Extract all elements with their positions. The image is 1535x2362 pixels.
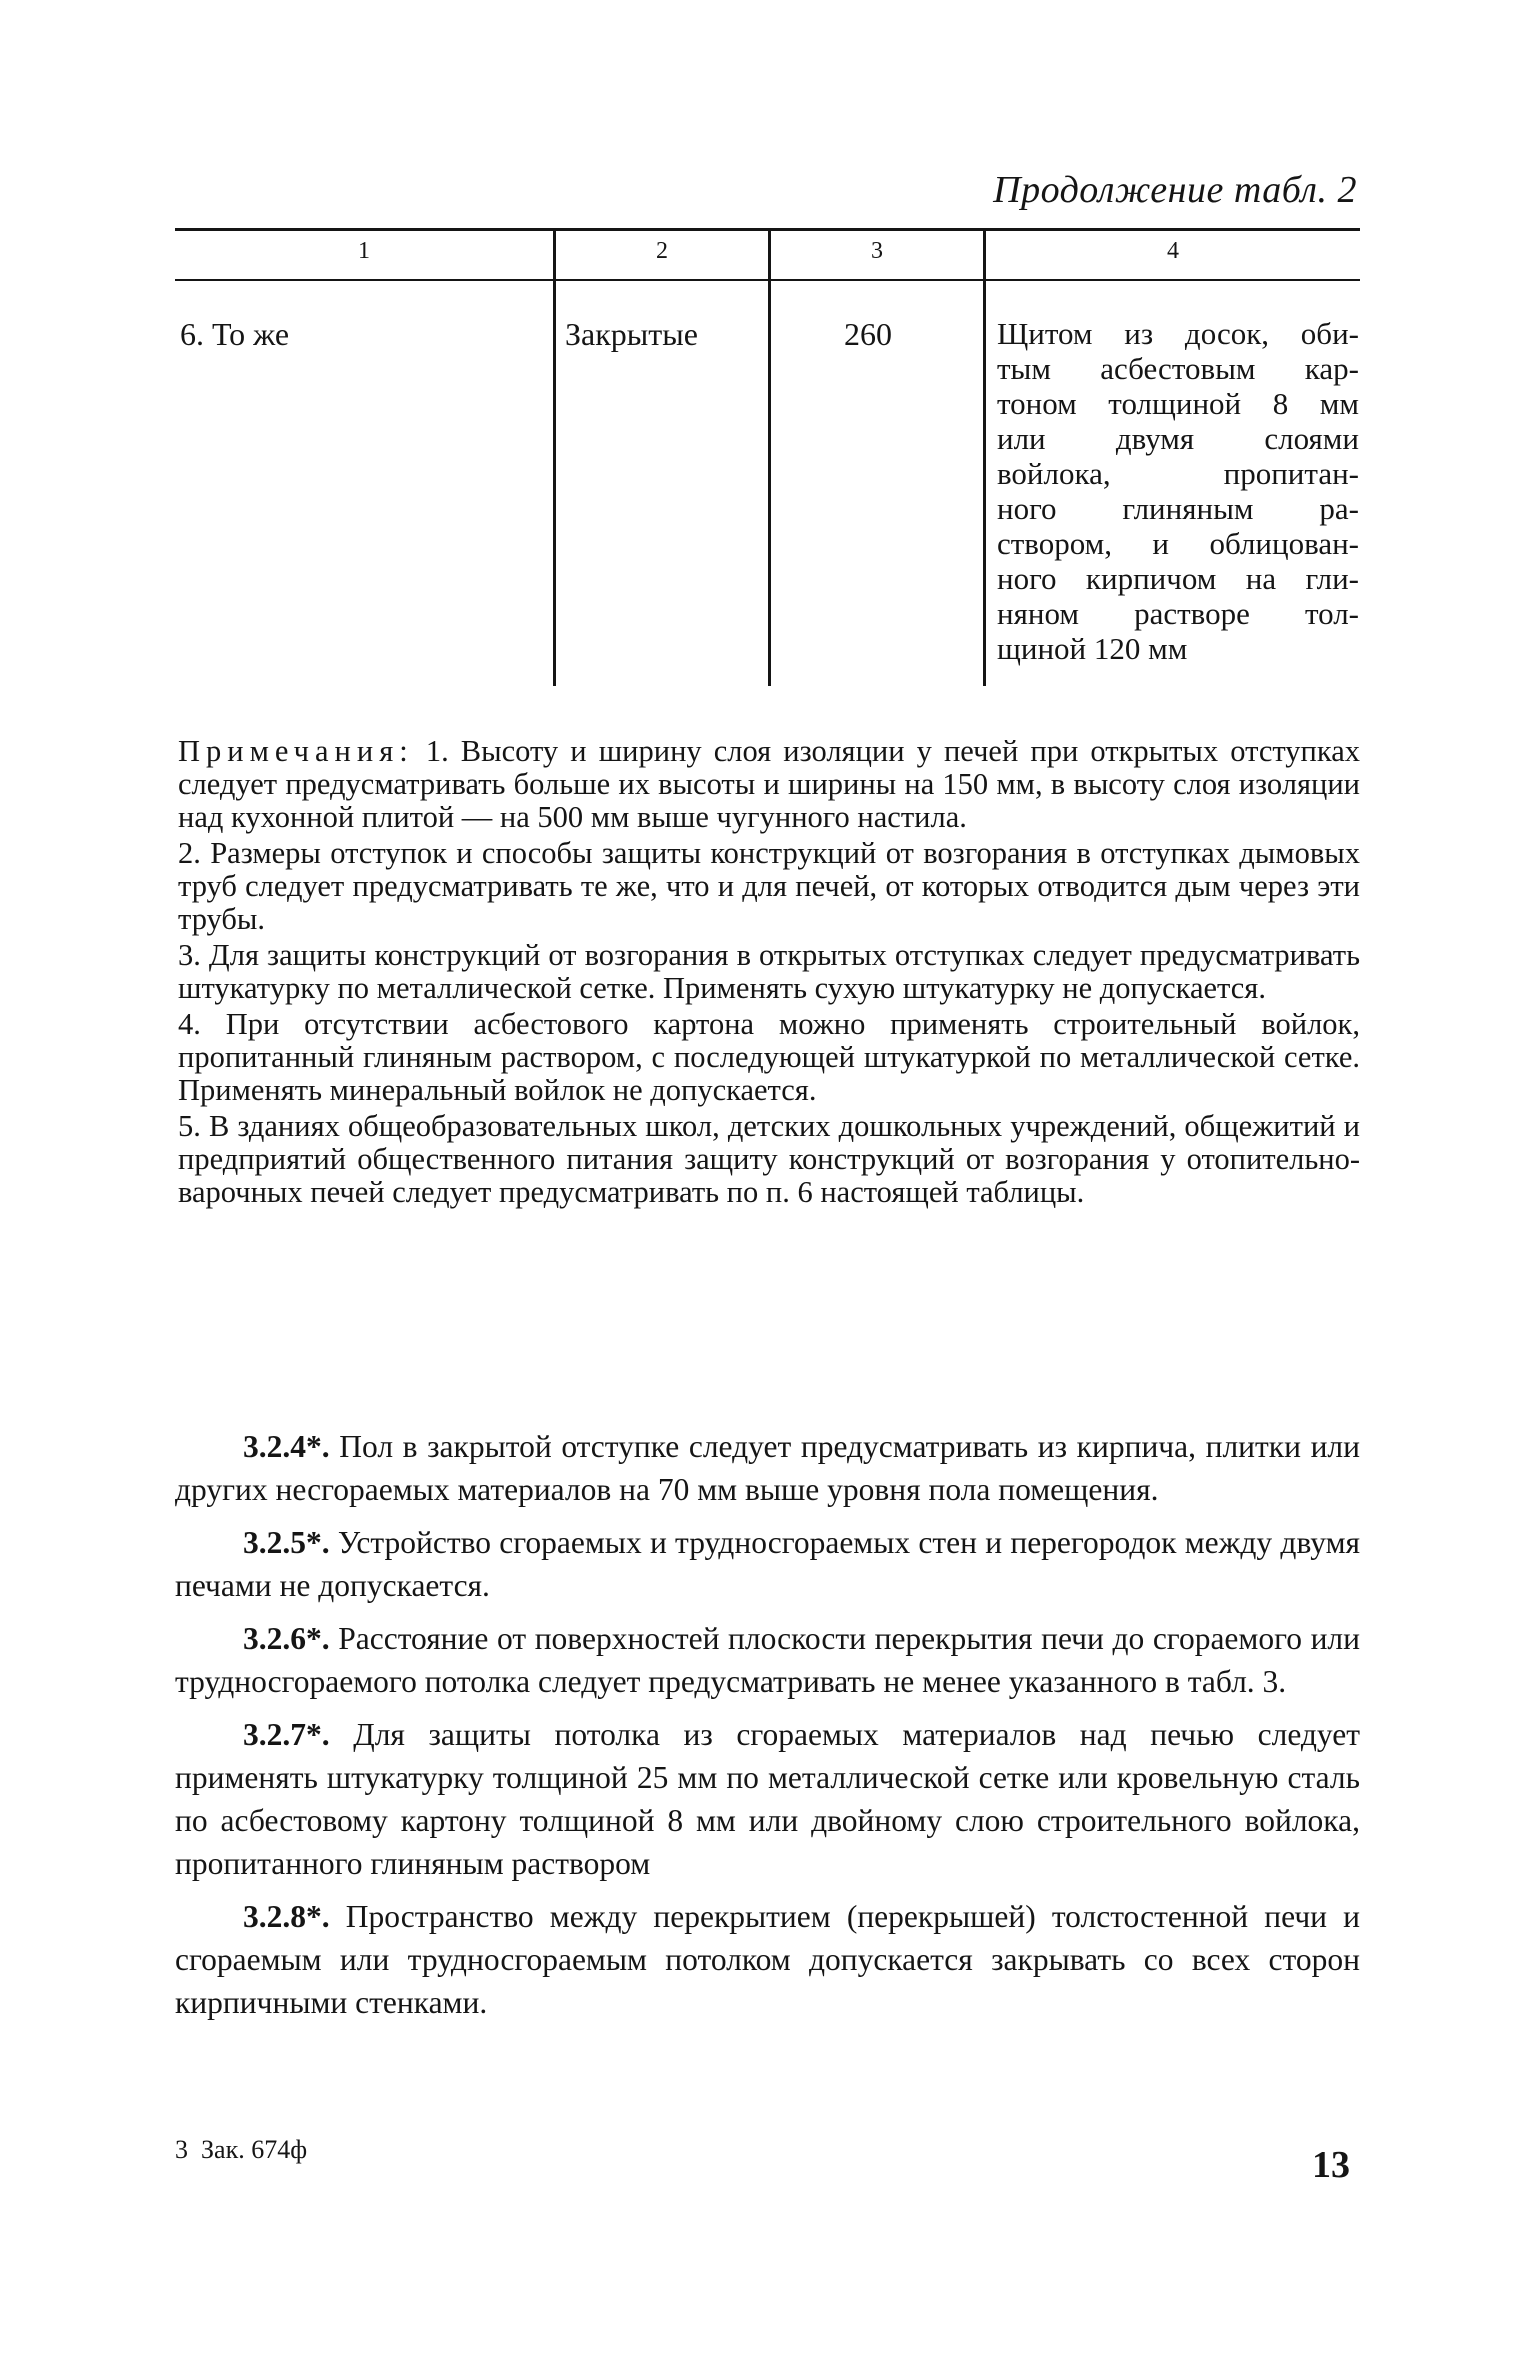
table-cell-size: 260 bbox=[844, 316, 892, 352]
table-header-4: 4 bbox=[1167, 238, 1179, 264]
note-text: 1. Высоту и ширину слоя изоляции у печей при открытых отступках следует предусматривать больше их высоты и ширины на 150 мм, в высоту слоя изоляции над кухонной плитой — на 500 мм выше чугунного настила. bbox=[178, 734, 1361, 834]
clause-text: Пространство между перекрытием (перекрышей) толстостенной печи и сгораемым или трудносгораемым потолком допускается закрывать со всех сторон кирпичными стенками. bbox=[175, 1899, 1361, 2020]
clause-paragraph bbox=[175, 1425, 1360, 1511]
protection-line: створом, и облицован- bbox=[997, 526, 1359, 561]
body-text bbox=[175, 1425, 1360, 2034]
protection-line: войлока, пропитан- bbox=[997, 456, 1359, 491]
protection-line: Щитом из досок, оби- bbox=[997, 316, 1359, 351]
clause-text: Для защиты потолка из сгораемых материалов над печью следует применять штукатурку толщиной 25 мм по металлической сетке или кровельную сталь по асбестовому картону толщиной 8 мм или двойному слою строительного войлока, пропитанного глиняным раствором bbox=[175, 1717, 1360, 1881]
protection-line: ного глиняным ра- bbox=[997, 491, 1359, 526]
table-column-divider-1 bbox=[553, 230, 556, 686]
clause-number: 3.2.7*. bbox=[243, 1717, 330, 1752]
page-number: 13 bbox=[1312, 2144, 1350, 2186]
table-column-divider-2 bbox=[768, 230, 771, 686]
note-item: 2. Размеры отступок и способы защиты конструкций от возгорания в отступках дымовых труб следует предусматривать те же, что и для печей, от которых отводится дым через эти трубы. bbox=[178, 836, 1360, 936]
clause-text: Пол в закрытой отступке следует предусматривать из кирпича, плитки или других несгораемых материалов на 70 мм выше уровня пола помещения. bbox=[175, 1429, 1361, 1507]
protection-line: ного кирпичом на гли- bbox=[997, 561, 1359, 596]
note-item bbox=[178, 735, 1360, 834]
table-cell-protection bbox=[997, 316, 1359, 666]
protection-line: тоном толщиной 8 мм bbox=[997, 386, 1359, 421]
note-item: 4. При отсутствии асбестового картона можно применять строительный войлок, пропитанный глиняным раствором, с последующей штукатуркой по металлической сетке. Применять минеральный войлок не допускается. bbox=[178, 1007, 1360, 1107]
clause-number: 3.2.8*. bbox=[243, 1899, 330, 1934]
clause-number: 3.2.6*. bbox=[243, 1621, 330, 1656]
table-cell-type: 6. То же bbox=[180, 316, 290, 352]
table-header-2: 2 bbox=[656, 238, 668, 264]
table-header-3: 3 bbox=[871, 238, 883, 264]
protection-line: няном растворе тол- bbox=[997, 596, 1359, 631]
footer-order-code: 3 Зак. 674ф bbox=[175, 2135, 308, 2164]
clause-number: 3.2.5*. bbox=[243, 1525, 330, 1560]
protection-line: или двумя слоями bbox=[997, 421, 1359, 456]
protection-line: тым асбестовым кар- bbox=[997, 351, 1359, 386]
clause-number: 3.2.4*. bbox=[243, 1429, 330, 1464]
notes-label: Примечания: bbox=[178, 734, 414, 768]
note-item: 3. Для защиты конструкций от возгорания в открытых отступках следует предусматривать штукатурку по металлической сетке. Применять сухую штукатурку не допускается. bbox=[178, 938, 1360, 1005]
table-continuation-title: Продолжение табл. 2 bbox=[993, 169, 1357, 211]
clause-paragraph bbox=[175, 1617, 1360, 1703]
table-notes bbox=[178, 735, 1360, 1212]
note-item: 5. В зданиях общеобразовательных школ, детских дошкольных учреждений, общежитий и предприятий общественного питания защиту конструкций от возгорания у отопительно-варочных печей следует предусматривать по п. 6 настоящей таблицы. bbox=[178, 1109, 1360, 1209]
clause-paragraph bbox=[175, 1713, 1360, 1885]
table-column-divider-3 bbox=[983, 230, 986, 686]
protection-line: щиной 120 мм bbox=[997, 631, 1188, 666]
clause-text: Расстояние от поверхностей плоскости перекрытия печи до сгораемого или трудносгораемого потолка следует предусматривать не менее указанного в табл. 3. bbox=[175, 1621, 1361, 1699]
clause-paragraph bbox=[175, 1521, 1360, 1607]
clause-paragraph bbox=[175, 1895, 1360, 2024]
table-header-1: 1 bbox=[358, 238, 370, 264]
table-cell-kind: Закрытые bbox=[565, 316, 698, 352]
clause-text: Устройство сгораемых и трудносгораемых стен и перегородок между двумя печами не допускается. bbox=[175, 1525, 1360, 1603]
